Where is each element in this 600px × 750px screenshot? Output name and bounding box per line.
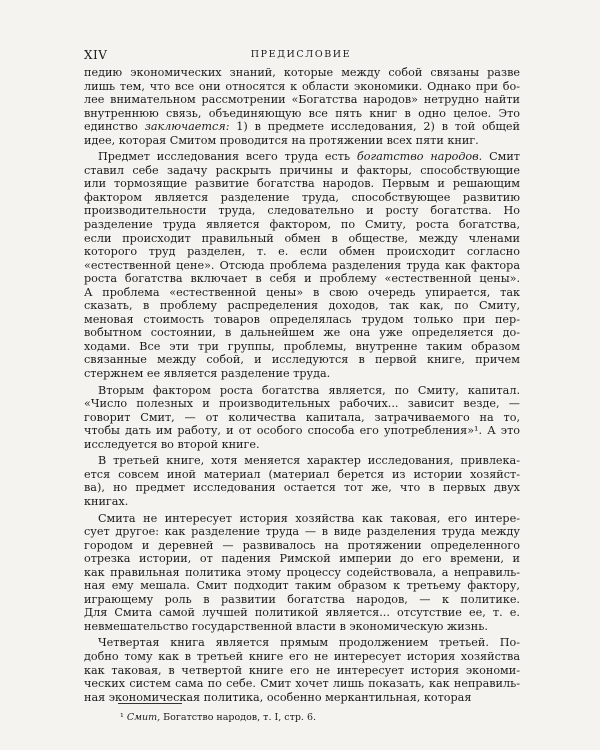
page-number: XIV: [84, 48, 108, 62]
text-line: сказать, в проблему распределения доходов, так как, по Смиту,: [84, 299, 520, 313]
paragraph: [84, 150, 520, 380]
text-line: которого труд разделен, т. е. если обмен происходит согласно: [84, 245, 520, 259]
paragraph: [84, 636, 520, 704]
text-line: меновая стоимость товаров определялась трудом только при пер-: [84, 312, 520, 326]
text-line: невмешательство государственной власти в экономическую жизнь.: [84, 619, 488, 633]
text-line: как правильная политика этому процессу содействовала, а неправиль-: [84, 565, 520, 579]
text-line: Смита не интересует история хозяйства как таковая, его интере-: [98, 511, 520, 525]
text-line: связанные между собой, и исследуются в первой книге, причем: [84, 353, 520, 367]
text-line: «естественной цене». Отсюда проблема разделения труда как фактора: [84, 258, 520, 272]
text-line: Предмет исследования всего труда есть богатство народов. Смит: [98, 150, 520, 164]
paragraph: [84, 454, 520, 508]
body-text: [84, 66, 520, 704]
text-line: вобытном состоянии, в дальнейшем же она уже определяется до-: [84, 326, 520, 340]
text-line: книгах.: [84, 494, 129, 508]
paragraph: [84, 66, 520, 147]
paragraph: [84, 384, 520, 452]
text-line: чтобы дать им работу, и от особого способа его употребления»¹. А это: [84, 424, 520, 438]
footnote-text: Богатство народов, т. I, стр. 6.: [163, 712, 317, 723]
text-line: стержнем ее является разделение труда.: [84, 367, 331, 381]
emphasis: богатство народов.: [356, 150, 483, 164]
text-line: если происходит правильный обмен в обществе, между членами: [84, 231, 520, 245]
text-line: ется совсем иной материал (материал берется из истории хозяйст-: [84, 467, 520, 481]
text-line: В третьей книге, хотя меняется характер исследования, привлека-: [98, 454, 520, 468]
text-line: идее, которая Смитом проводится на протяжении всех пяти книг.: [84, 133, 479, 147]
text-line: роста богатства включает в себя и проблему «естественной цены».: [84, 272, 520, 286]
text-line: фактором является разделение труда, способствующее развитию: [84, 190, 520, 204]
text-line: играющему роль в развитии богатства народов, — к политике.: [84, 592, 520, 606]
text-line: «Число полезных и производительных рабочих... зависит везде, —: [84, 397, 520, 411]
text-line: ходами. Все эти три группы, проблемы, внутренне таким образом: [84, 339, 520, 353]
text-line: ная экономическая политика, особенно меркантильная, которая: [84, 690, 472, 704]
text-line: внутреннюю связь, объединяющую все пять книг в одно целое. Это: [84, 106, 520, 120]
text-line: Четвертая книга является прямым продолжением третьей. По-: [98, 636, 520, 650]
emphasis: заключается:: [144, 120, 230, 134]
text-line: единство заключается: 1) в предмете исследования, 2) в той общей: [84, 120, 521, 134]
footnote-author: Смит,: [126, 712, 161, 723]
footnote-marker: ¹: [120, 712, 124, 723]
footnote: [120, 712, 316, 723]
text-line: Для Смита самой лучшей политикой является... отсутствие ее, т. е.: [84, 606, 520, 620]
paragraph: [84, 512, 520, 634]
text-line: ная ему мешала. Смит подходит таким образом к третьему фактору,: [84, 579, 520, 593]
footnote-rule: [118, 703, 182, 704]
text-line: как таковая, в четвертой книге его не интересует история экономи-: [84, 663, 520, 677]
text-line: сует другое: как разделение труда — в виде разделения труда между: [84, 525, 520, 539]
text-line: исследуется во второй книге.: [84, 437, 260, 451]
text-line: говорит Смит, — от количества капитала, затрачиваемого на то,: [84, 410, 520, 424]
text-line: ставил себе задачу раскрыть причины и факторы, способствующие: [84, 163, 520, 177]
text-line: городом и деревней — развивалось на протяжении определенного: [84, 538, 520, 552]
text-line: Вторым фактором роста богатства является, по Смиту, капитал.: [98, 383, 520, 397]
page-header: [84, 48, 518, 64]
text-line: А проблема «естественной цены» в свою очередь упирается, так: [84, 285, 520, 299]
text-line: или тормозящие развитие богатства народов. Первым и решающим: [84, 177, 520, 191]
running-head: ПРЕДИСЛОВИЕ: [250, 49, 352, 60]
text-line: отрезка истории, от падения Римской империи до его времени, и: [84, 552, 520, 566]
text-line: лишь тем, что все они относятся к области экономики. Однако при бо-: [84, 79, 520, 93]
text-line: ва), но предмет исследования остается тот же, что в первых двух: [84, 481, 520, 495]
text-line: лее внимательном рассмотрении «Богатства народов» нетрудно найти: [84, 93, 520, 107]
text-line: производительности труда, следовательно и росту богатства. Но: [84, 204, 520, 218]
text-line: разделение труда является фактором, по Смиту, роста богатства,: [84, 218, 520, 232]
text-line: добно тому как в третьей книге его не интересует история хозяйства: [84, 649, 520, 663]
text-line: педию экономических знаний, которые между собой связаны разве: [84, 66, 520, 79]
text-line: ческих систем сама по себе. Смит хочет лишь показать, как неправиль-: [84, 677, 520, 691]
